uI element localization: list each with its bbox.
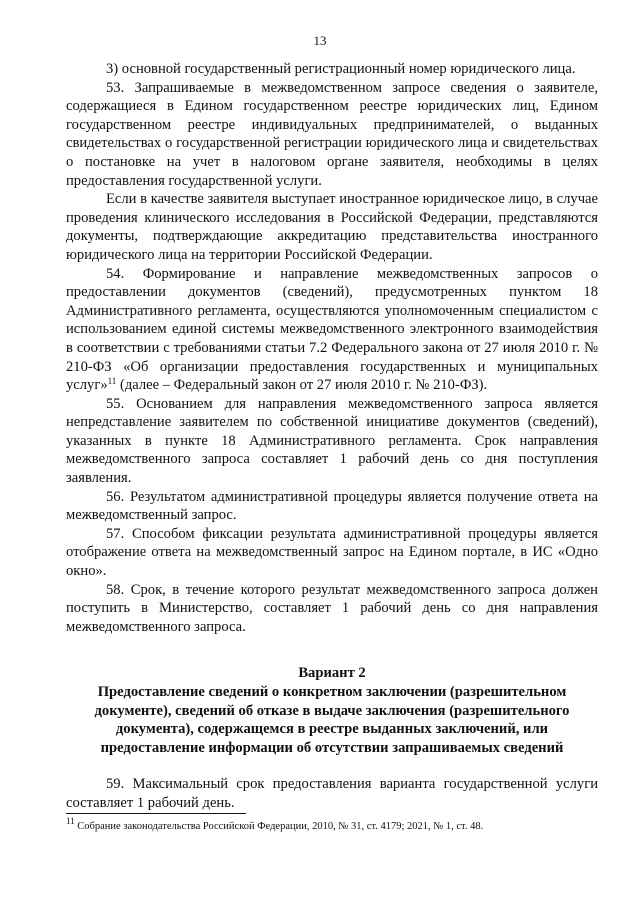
paragraph-53-foreign-entity: Если в качестве заявителя выступает иностранное юридическое лицо, в случае проведения клинического исследования в Российской Федерации, представляются документы, подтверждающие аккредитацию представительства иностранного юридического лица на территории Российской Федерации. xyxy=(66,191,598,263)
paragraph-54-text: 54. Формирование и направление межведомственных запросов о предоставлении документов (сведений), предусмотренных пунктом 18 Административного регламента, осуществляются уполномоченным специалистом с использованием единой системы межведомственного электронного взаимодействия в соответствии с требованиями статьи 7.2 Федерального закона от 27 июля 2010 г. № 210-ФЗ «Об организации предоставления государственных и муниципальных услуг» xyxy=(66,265,598,394)
footnote-text: Собрание законодательства Российской Федерации, 2010, № 31, ст. 4179; 2021, № 1, ст. 48. xyxy=(74,821,484,832)
paragraph-56: 56. Результатом административной процедуры является получение ответа на межведомственный запрос. xyxy=(66,488,598,524)
footnote-marker: 11 xyxy=(66,816,75,826)
variant-title: Вариант 2 xyxy=(298,665,366,682)
paragraph-57: 57. Способом фиксации результата административной процедуры является отображение ответа на межведомственный запрос на Едином портале, в ИС «Одно окно». xyxy=(66,525,598,580)
footnote xyxy=(66,816,598,833)
footnote-reference: 11 xyxy=(107,376,117,387)
paragraph-59: 59. Максимальный срок предоставления варианта государственной услуги составляет 1 рабочий день. xyxy=(66,776,598,811)
paragraph-58: 58. Срок, в течение которого результат межведомственного запроса должен поступить в Министерство, составляет 1 рабочий день со дня направления межведомственного запроса. xyxy=(66,581,598,635)
paragraph-54-tail: (далее – Федеральный закон от 27 июля 2010 г. № 210-ФЗ). xyxy=(116,377,488,394)
footnote-divider xyxy=(66,813,246,814)
paragraph-54 xyxy=(66,265,598,395)
variant-heading: Предоставление сведений о конкретном заключении (разрешительном документе), сведений об отказе в выдаче заключения (разрешительного документа), содержащемся в реестре выданных заключений, или предоставление информации об отсутствии запрашиваемых сведений xyxy=(94,684,570,756)
paragraph-55: 55. Основанием для направления межведомственного запроса является непредставление заявителем по собственной инициативе документов (сведений), указанных в пункте 18 Административного регламента. Срок направления межведомственного запроса составляет 1 рабочий день со дня поступления заявления. xyxy=(66,395,598,487)
paragraph-53: 53. Запрашиваемые в межведомственном запросе сведения о заявителе, содержащиеся в Едином государственном реестре юридических лиц, Едином государственном реестре индивидуальных предпринимателей, о выданных свидетельствах о государственной регистрации юридического лица и свидетельствах о постановке на учет в налоговом органе заявителя, необходимы в целях предоставления государственной услуги. xyxy=(66,79,598,189)
page-number: 13 xyxy=(313,33,327,48)
paragraph-item-3: 3) основной государственный регистрационный номер юридического лица. xyxy=(106,61,576,77)
document-body xyxy=(66,60,598,813)
